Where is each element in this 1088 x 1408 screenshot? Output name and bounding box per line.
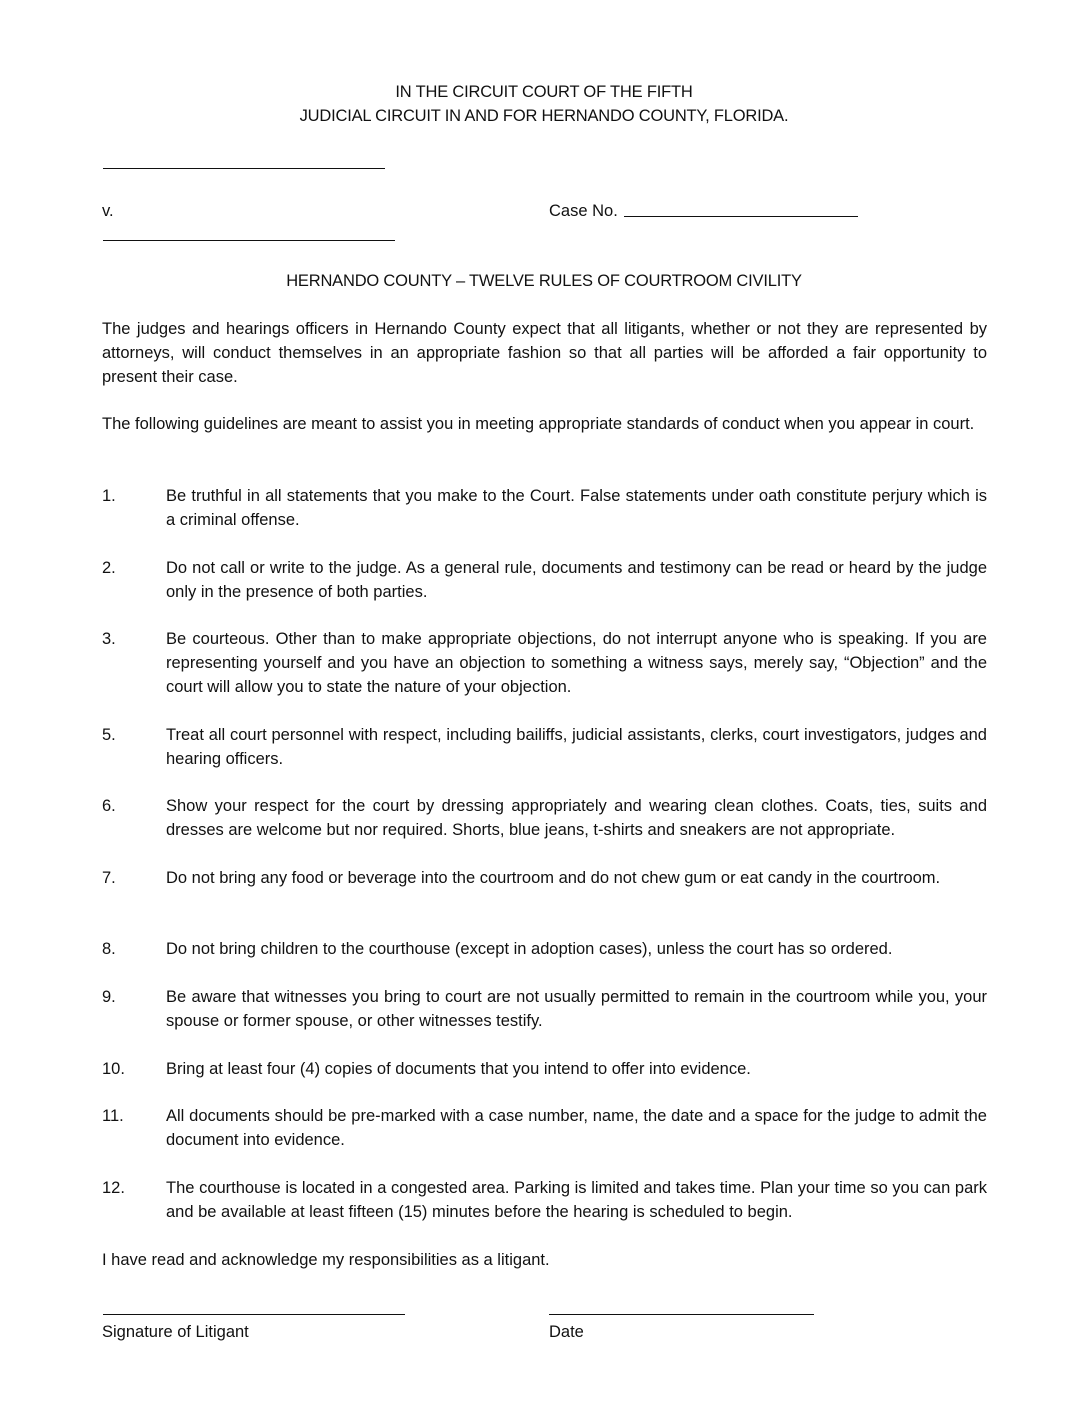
rule-number: 2. [102, 559, 116, 577]
rule-number: 10. [102, 1060, 125, 1078]
rule-text: The courthouse is located in a congested area. Parking is limited and takes time. Plan your time so you can park and be available at least fifteen (15) minutes before the hearing is scheduled to begin. [166, 1179, 987, 1221]
rule-number: 5. [102, 726, 116, 744]
rule-item [102, 723, 987, 771]
versus-label: v. [102, 202, 114, 220]
rule-text: Do not call or write to the judge. As a general rule, documents and testimony can be read or heard by the judge only in the presence of both parties. [166, 559, 987, 601]
rule-number: 11. [102, 1107, 124, 1125]
rule-text: Be truthful in all statements that you make to the Court. False statements under oath constitute perjury which is a criminal offense. [166, 487, 987, 529]
rule-number: 3. [102, 630, 116, 648]
rule-text: Be courteous. Other than to make appropriate objections, do not interrupt anyone who is speaking. If you are representing yourself and you have an objection to something a witness says, merely say, “Objection” and the court will allow you to state the nature of your objection. [166, 630, 987, 696]
document-title: HERNANDO COUNTY – TWELVE RULES OF COURTROOM CIVILITY [286, 272, 802, 290]
signature-line[interactable] [103, 1314, 405, 1315]
date-label: Date [549, 1323, 584, 1341]
rule-item [102, 794, 987, 842]
rule-item [102, 866, 987, 890]
rule-number: 8. [102, 940, 116, 958]
case-number-line[interactable] [624, 216, 858, 217]
rule-text: Do not bring children to the courthouse (except in adoption cases), unless the court has so ordered. [166, 940, 893, 958]
rule-item [102, 484, 987, 532]
rule-number: 9. [102, 988, 116, 1006]
rule-number: 1. [102, 487, 116, 505]
rule-text: All documents should be pre-marked with a case number, name, the date and a space for the judge to admit the document into evidence. [166, 1107, 987, 1149]
rule-item [102, 556, 987, 604]
rule-item [102, 1057, 987, 1081]
rule-number: 6. [102, 797, 116, 815]
signature-label: Signature of Litigant [102, 1323, 249, 1341]
rule-item [102, 985, 987, 1033]
rule-number: 12. [102, 1179, 125, 1197]
rule-text: Bring at least four (4) copies of documents that you intend to offer into evidence. [166, 1060, 751, 1078]
rule-number: 7. [102, 869, 116, 887]
rule-text: Treat all court personnel with respect, including bailiffs, judicial assistants, clerks, court investigators, judges and hearing officers. [166, 726, 987, 768]
case-number-label: Case No. [549, 202, 618, 220]
defendant-name-line[interactable] [103, 240, 395, 241]
intro-paragraph-1: The judges and hearings officers in Hernando County expect that all litigants, whether or not they are represented by attorneys, will conduct themselves in an appropriate fashion so that all parties will be afforded a fair opportunity to present their case. [102, 320, 987, 386]
rule-item [102, 1104, 987, 1152]
rule-text: Show your respect for the court by dressing appropriately and wearing clean clothes. Coats, ties, suits and dresses are welcome but nor required. Shorts, blue jeans, t-shirts and sneakers are not appropriate. [166, 797, 987, 839]
court-header-line-1: IN THE CIRCUIT COURT OF THE FIFTH [395, 83, 693, 101]
court-header-line-2: JUDICIAL CIRCUIT IN AND FOR HERNANDO COUNTY, FLORIDA. [299, 107, 789, 125]
rule-text: Do not bring any food or beverage into the courtroom and do not chew gum or eat candy in the courtroom. [166, 869, 941, 887]
acknowledgment-statement: I have read and acknowledge my responsibilities as a litigant. [102, 1251, 550, 1269]
intro-paragraph-2: The following guidelines are meant to assist you in meeting appropriate standards of conduct when you appear in court. [102, 415, 975, 433]
rule-item [102, 937, 987, 961]
rule-text: Be aware that witnesses you bring to court are not usually permitted to remain in the courtroom while you, your spouse or former spouse, or other witnesses testify. [166, 988, 987, 1030]
date-line[interactable] [549, 1314, 814, 1315]
rule-item [102, 1176, 987, 1224]
plaintiff-name-line[interactable] [103, 168, 385, 169]
rule-item [102, 627, 987, 699]
